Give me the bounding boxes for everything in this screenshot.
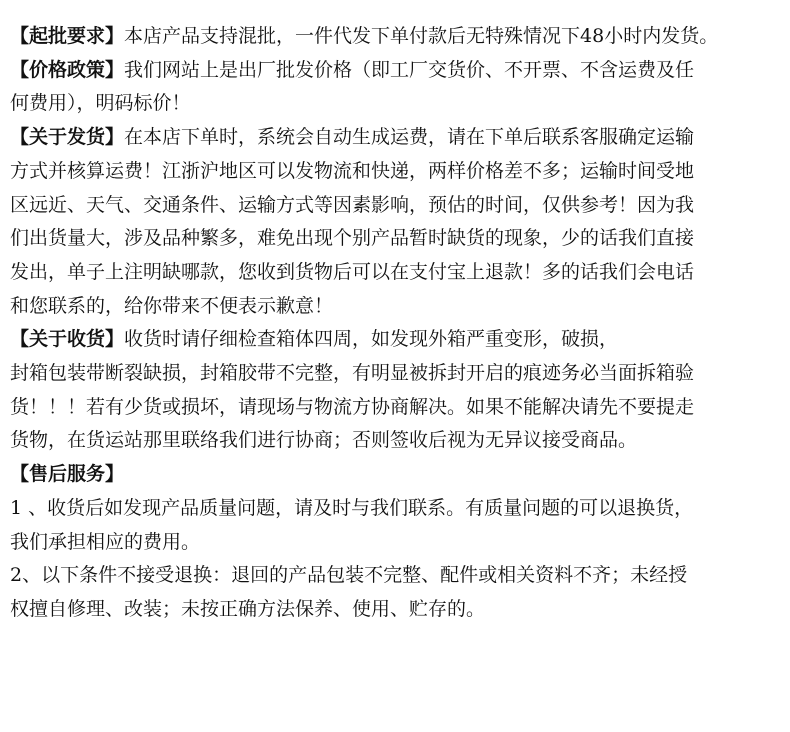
receiving-line-1: [10, 323, 785, 357]
receiving-line-4: [10, 424, 785, 458]
shipping-text-5: 发出，单子上注明缺哪款，您收到货物后可以在支付宝上退款！多的话我们会电话: [10, 260, 695, 283]
receiving-line-2: [10, 357, 785, 391]
shipping-text-1: 在本店下单时，系统会自动生成运费，请在下单后联系客服确定运输: [124, 126, 695, 149]
shipping-line-5: [10, 256, 785, 290]
aftersales-heading: 【售后服务】: [10, 463, 125, 486]
price-line-2: [10, 87, 785, 121]
price-line-1: [10, 54, 785, 88]
shipping-text-6: 和您联系的，给你带来不便表示歉意！: [10, 294, 334, 317]
shipping-line-6: [10, 290, 785, 324]
policy-document: [10, 20, 785, 627]
shipping-line-1: [10, 121, 785, 155]
wholesale-text-1: 本店产品支持混批，一件代发下单付款后无特殊情况下48小时内发货。: [124, 25, 719, 47]
wholesale-line-1: [10, 20, 785, 54]
aftersales-text-4: 权擅自修理、改装；未按正确方法保养、使用、贮存的。: [10, 597, 486, 620]
price-heading: 【价格政策】: [10, 58, 125, 81]
shipping-heading: 【关于发货】: [10, 126, 125, 149]
receiving-text-2: 封箱包装带断裂缺损，封箱胶带不完整，有明显被拆封开启的痕迹务必当面拆箱验: [10, 362, 695, 385]
receiving-heading: 【关于收货】: [10, 328, 125, 351]
shipping-line-3: [10, 189, 785, 223]
aftersales-text-2: 我们承担相应的费用。: [10, 530, 201, 553]
shipping-text-4: 们出货量大，涉及品种繁多，难免出现个别产品暂时缺货的现象，少的话我们直接: [10, 227, 695, 250]
price-text-1: 我们网站上是出厂批发价格（即工厂交货价、不开票、不含运费及任: [124, 58, 695, 81]
aftersales-line-4: [10, 593, 785, 627]
receiving-text-3: 货！！！若有少货或损坏，请现场与物流方协商解决。如果不能解决请先不要提走: [10, 395, 695, 418]
shipping-text-2: 方式并核算运费！江浙沪地区可以发物流和快递，两样价格差不多；运输时间受地: [10, 159, 695, 182]
shipping-text-3: 区远近、天气、交通条件、运输方式等因素影响，预估的时间，仅供参考！因为我: [10, 193, 695, 216]
wholesale-heading: 【起批要求】: [10, 25, 125, 47]
aftersales-line-3: [10, 559, 785, 593]
price-text-2: 何费用），明码标价！: [10, 92, 191, 115]
aftersales-line-2: [10, 526, 785, 560]
aftersales-text-3: 2、以下条件不接受退换：退回的产品包装不完整、配件或相关资料不齐；未经授: [10, 564, 688, 587]
receiving-text-1: 收货时请仔细检查箱体四周，如发现外箱严重变形，破损，: [124, 328, 619, 351]
aftersales-text-1: 1 、收货后如发现产品质量问题，请及时与我们联系。有质量问题的可以退换货，: [10, 496, 694, 519]
receiving-text-4: 货物，在货运站那里联络我们进行协商；否则签收后视为无异议接受商品。: [10, 429, 638, 452]
aftersales-line-1: [10, 492, 785, 526]
receiving-line-3: [10, 391, 785, 425]
shipping-line-2: [10, 155, 785, 189]
shipping-line-4: [10, 222, 785, 256]
aftersales-heading-line: [10, 458, 785, 492]
